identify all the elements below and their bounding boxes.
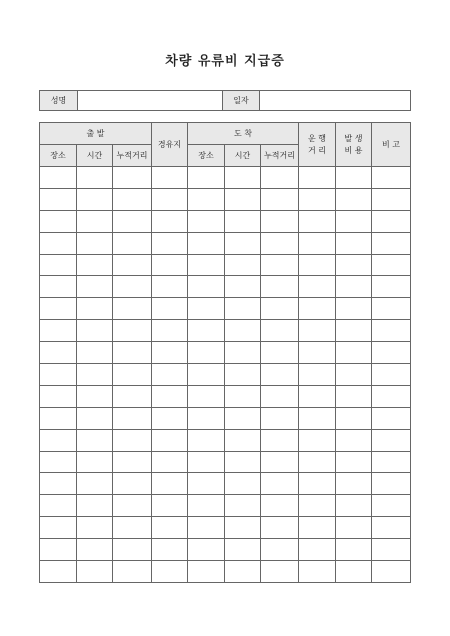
table-cell[interactable] — [372, 364, 411, 386]
table-cell[interactable] — [77, 298, 113, 320]
table-cell[interactable] — [40, 539, 77, 561]
table-cell[interactable] — [299, 473, 336, 495]
table-cell[interactable] — [152, 539, 188, 561]
table-row — [40, 517, 411, 539]
table-cell[interactable] — [336, 188, 372, 210]
info-table — [39, 90, 411, 111]
table-row — [40, 385, 411, 407]
table-row — [40, 407, 411, 429]
table-cell[interactable] — [188, 539, 225, 561]
table-cell[interactable] — [152, 561, 188, 583]
table-cell[interactable] — [299, 342, 336, 364]
table-cell[interactable] — [113, 276, 152, 298]
table-cell[interactable] — [372, 539, 411, 561]
table-cell[interactable] — [261, 385, 299, 407]
table-cell[interactable] — [113, 495, 152, 517]
table-cell[interactable] — [40, 232, 77, 254]
table-cell[interactable] — [336, 364, 372, 386]
table-cell[interactable] — [188, 210, 225, 232]
table-cell[interactable] — [77, 254, 113, 276]
table-row — [40, 342, 411, 364]
date-label: 일자 — [223, 91, 260, 111]
table-cell[interactable] — [299, 254, 336, 276]
table-cell[interactable] — [372, 451, 411, 473]
table-cell[interactable] — [152, 232, 188, 254]
table-cell[interactable] — [299, 429, 336, 451]
table-cell[interactable] — [225, 188, 261, 210]
table-cell[interactable] — [261, 407, 299, 429]
table-cell[interactable] — [77, 276, 113, 298]
table-cell[interactable] — [77, 561, 113, 583]
table-cell[interactable] — [188, 451, 225, 473]
table-cell[interactable] — [299, 451, 336, 473]
table-cell[interactable] — [40, 167, 77, 189]
table-cell[interactable] — [113, 210, 152, 232]
table-cell[interactable] — [188, 517, 225, 539]
table-cell[interactable] — [152, 473, 188, 495]
table-cell[interactable] — [40, 429, 77, 451]
table-cell[interactable] — [336, 320, 372, 342]
table-cell[interactable] — [225, 232, 261, 254]
table-cell[interactable] — [113, 385, 152, 407]
table-cell[interactable] — [225, 385, 261, 407]
table-cell[interactable] — [261, 429, 299, 451]
table-cell[interactable] — [261, 451, 299, 473]
departure-time-header: 시간 — [77, 145, 113, 167]
table-cell[interactable] — [113, 320, 152, 342]
table-cell[interactable] — [372, 561, 411, 583]
table-cell[interactable] — [299, 539, 336, 561]
table-cell[interactable] — [261, 320, 299, 342]
table-cell[interactable] — [40, 364, 77, 386]
table-cell[interactable] — [336, 385, 372, 407]
table-cell[interactable] — [77, 429, 113, 451]
table-cell[interactable] — [77, 188, 113, 210]
table-cell[interactable] — [336, 232, 372, 254]
table-cell[interactable] — [40, 254, 77, 276]
table-cell[interactable] — [261, 210, 299, 232]
table-cell[interactable] — [40, 298, 77, 320]
table-cell[interactable] — [113, 539, 152, 561]
table-cell[interactable] — [152, 429, 188, 451]
table-cell[interactable] — [261, 167, 299, 189]
table-cell[interactable] — [40, 320, 77, 342]
table-cell[interactable] — [225, 364, 261, 386]
table-cell[interactable] — [40, 342, 77, 364]
table-cell[interactable] — [372, 495, 411, 517]
cost-header-line2: 비 용 — [344, 145, 363, 155]
table-cell[interactable] — [188, 298, 225, 320]
table-cell[interactable] — [336, 276, 372, 298]
table-cell[interactable] — [372, 320, 411, 342]
distance-header-line2: 거 리 — [308, 145, 327, 155]
table-cell[interactable] — [152, 188, 188, 210]
table-cell[interactable] — [225, 473, 261, 495]
table-cell[interactable] — [261, 298, 299, 320]
table-row — [40, 232, 411, 254]
table-cell[interactable] — [299, 210, 336, 232]
table-cell[interactable] — [299, 232, 336, 254]
table-cell[interactable] — [299, 364, 336, 386]
table-cell[interactable] — [372, 210, 411, 232]
table-cell[interactable] — [225, 451, 261, 473]
arrival-place-header: 장소 — [188, 145, 225, 167]
table-cell[interactable] — [372, 342, 411, 364]
table-cell[interactable] — [372, 298, 411, 320]
table-cell[interactable] — [77, 385, 113, 407]
table-row — [40, 298, 411, 320]
table-cell[interactable] — [152, 298, 188, 320]
table-cell[interactable] — [299, 298, 336, 320]
table-row — [40, 451, 411, 473]
table-cell[interactable] — [113, 298, 152, 320]
table-cell[interactable] — [40, 385, 77, 407]
table-cell[interactable] — [372, 232, 411, 254]
table-cell[interactable] — [40, 495, 77, 517]
table-cell[interactable] — [188, 364, 225, 386]
table-cell[interactable] — [261, 473, 299, 495]
table-cell[interactable] — [77, 451, 113, 473]
table-cell[interactable] — [336, 451, 372, 473]
table-cell[interactable] — [225, 276, 261, 298]
departure-place-header: 장소 — [40, 145, 77, 167]
table-cell[interactable] — [336, 429, 372, 451]
cost-header — [336, 123, 372, 167]
table-cell[interactable] — [152, 451, 188, 473]
table-cell[interactable] — [113, 429, 152, 451]
table-cell[interactable] — [77, 167, 113, 189]
cost-header-line1: 발 생 — [344, 133, 363, 143]
table-cell[interactable] — [299, 385, 336, 407]
table-cell[interactable] — [188, 254, 225, 276]
table-cell[interactable] — [372, 254, 411, 276]
table-cell[interactable] — [152, 276, 188, 298]
arrival-time-header: 시간 — [225, 145, 261, 167]
table-row — [40, 254, 411, 276]
table-row — [40, 210, 411, 232]
table-cell[interactable] — [113, 451, 152, 473]
table-cell[interactable] — [40, 451, 77, 473]
table-cell[interactable] — [188, 495, 225, 517]
trip-log-table — [39, 122, 411, 583]
date-field[interactable] — [260, 91, 411, 111]
arrival-header: 도 착 — [188, 123, 299, 145]
table-cell[interactable] — [113, 517, 152, 539]
table-cell[interactable] — [336, 342, 372, 364]
table-cell[interactable] — [225, 407, 261, 429]
table-cell[interactable] — [152, 210, 188, 232]
table-cell[interactable] — [113, 254, 152, 276]
name-field[interactable] — [78, 91, 223, 111]
table-cell[interactable] — [299, 495, 336, 517]
table-row — [40, 495, 411, 517]
table-cell[interactable] — [113, 364, 152, 386]
table-cell[interactable] — [225, 561, 261, 583]
table-cell[interactable] — [152, 517, 188, 539]
table-row — [40, 364, 411, 386]
table-cell[interactable] — [152, 342, 188, 364]
table-row — [40, 276, 411, 298]
table-cell[interactable] — [261, 232, 299, 254]
table-cell[interactable] — [77, 232, 113, 254]
table-cell[interactable] — [336, 407, 372, 429]
table-cell[interactable] — [77, 473, 113, 495]
table-cell[interactable] — [113, 407, 152, 429]
table-cell[interactable] — [225, 167, 261, 189]
table-cell[interactable] — [299, 276, 336, 298]
table-cell[interactable] — [188, 429, 225, 451]
table-cell[interactable] — [225, 298, 261, 320]
table-cell[interactable] — [336, 254, 372, 276]
table-cell[interactable] — [152, 364, 188, 386]
table-cell[interactable] — [188, 188, 225, 210]
table-row — [40, 167, 411, 189]
distance-header-line1: 운 행 — [308, 133, 327, 143]
table-cell[interactable] — [299, 561, 336, 583]
table-cell[interactable] — [261, 364, 299, 386]
departure-odometer-header: 누적거리 — [113, 145, 152, 167]
table-cell[interactable] — [336, 561, 372, 583]
table-row — [40, 320, 411, 342]
table-cell[interactable] — [261, 517, 299, 539]
table-cell[interactable] — [261, 276, 299, 298]
table-cell[interactable] — [113, 232, 152, 254]
table-cell[interactable] — [77, 210, 113, 232]
table-cell[interactable] — [261, 254, 299, 276]
table-cell[interactable] — [188, 561, 225, 583]
table-cell[interactable] — [336, 167, 372, 189]
table-cell[interactable] — [77, 320, 113, 342]
table-cell[interactable] — [261, 539, 299, 561]
table-cell[interactable] — [225, 517, 261, 539]
table-cell[interactable] — [261, 561, 299, 583]
table-cell[interactable] — [40, 561, 77, 583]
table-cell[interactable] — [152, 254, 188, 276]
table-cell[interactable] — [77, 364, 113, 386]
table-row — [40, 473, 411, 495]
table-cell[interactable] — [372, 167, 411, 189]
departure-header: 출 발 — [40, 123, 152, 145]
table-cell[interactable] — [336, 495, 372, 517]
table-cell[interactable] — [188, 407, 225, 429]
table-cell[interactable] — [152, 167, 188, 189]
table-cell[interactable] — [336, 517, 372, 539]
table-cell[interactable] — [372, 385, 411, 407]
table-cell[interactable] — [372, 517, 411, 539]
table-cell[interactable] — [152, 320, 188, 342]
table-cell[interactable] — [188, 167, 225, 189]
table-cell[interactable] — [188, 473, 225, 495]
page-title: 차량 유류비 지급증 — [165, 54, 285, 69]
table-cell[interactable] — [372, 188, 411, 210]
table-cell[interactable] — [77, 342, 113, 364]
table-cell[interactable] — [113, 561, 152, 583]
arrival-odometer-header: 누적거리 — [261, 145, 299, 167]
table-cell[interactable] — [40, 473, 77, 495]
table-cell[interactable] — [188, 320, 225, 342]
table-cell[interactable] — [152, 385, 188, 407]
table-cell[interactable] — [40, 188, 77, 210]
table-cell[interactable] — [188, 232, 225, 254]
table-cell[interactable] — [113, 342, 152, 364]
table-cell[interactable] — [225, 320, 261, 342]
table-cell[interactable] — [225, 342, 261, 364]
table-cell[interactable] — [40, 517, 77, 539]
via-header: 경유지 — [152, 123, 188, 167]
table-cell[interactable] — [336, 539, 372, 561]
table-cell[interactable] — [225, 495, 261, 517]
table-cell[interactable] — [299, 188, 336, 210]
table-cell[interactable] — [261, 342, 299, 364]
table-cell[interactable] — [299, 407, 336, 429]
table-cell[interactable] — [225, 539, 261, 561]
table-cell[interactable] — [188, 342, 225, 364]
table-cell[interactable] — [225, 254, 261, 276]
table-cell[interactable] — [188, 276, 225, 298]
table-cell[interactable] — [77, 517, 113, 539]
table-cell[interactable] — [152, 407, 188, 429]
name-label: 성명 — [40, 91, 78, 111]
table-cell[interactable] — [299, 167, 336, 189]
table-row — [40, 429, 411, 451]
table-cell[interactable] — [40, 407, 77, 429]
distance-header — [299, 123, 336, 167]
table-cell[interactable] — [261, 188, 299, 210]
table-cell[interactable] — [77, 407, 113, 429]
table-cell[interactable] — [299, 320, 336, 342]
trip-log-body — [40, 167, 411, 583]
table-cell[interactable] — [336, 210, 372, 232]
table-cell[interactable] — [225, 429, 261, 451]
table-cell[interactable] — [113, 167, 152, 189]
table-cell[interactable] — [372, 276, 411, 298]
table-cell[interactable] — [77, 539, 113, 561]
table-cell[interactable] — [372, 473, 411, 495]
table-cell[interactable] — [372, 429, 411, 451]
table-row — [40, 561, 411, 583]
table-cell[interactable] — [40, 276, 77, 298]
table-row — [40, 188, 411, 210]
table-cell[interactable] — [261, 495, 299, 517]
table-cell[interactable] — [152, 495, 188, 517]
table-cell[interactable] — [113, 473, 152, 495]
table-row — [40, 539, 411, 561]
table-cell[interactable] — [336, 298, 372, 320]
table-cell[interactable] — [372, 407, 411, 429]
table-cell[interactable] — [77, 495, 113, 517]
table-cell[interactable] — [336, 473, 372, 495]
table-cell[interactable] — [188, 385, 225, 407]
remarks-header: 비 고 — [372, 123, 411, 167]
table-cell[interactable] — [40, 210, 77, 232]
table-cell[interactable] — [225, 210, 261, 232]
table-cell[interactable] — [113, 188, 152, 210]
table-cell[interactable] — [299, 517, 336, 539]
